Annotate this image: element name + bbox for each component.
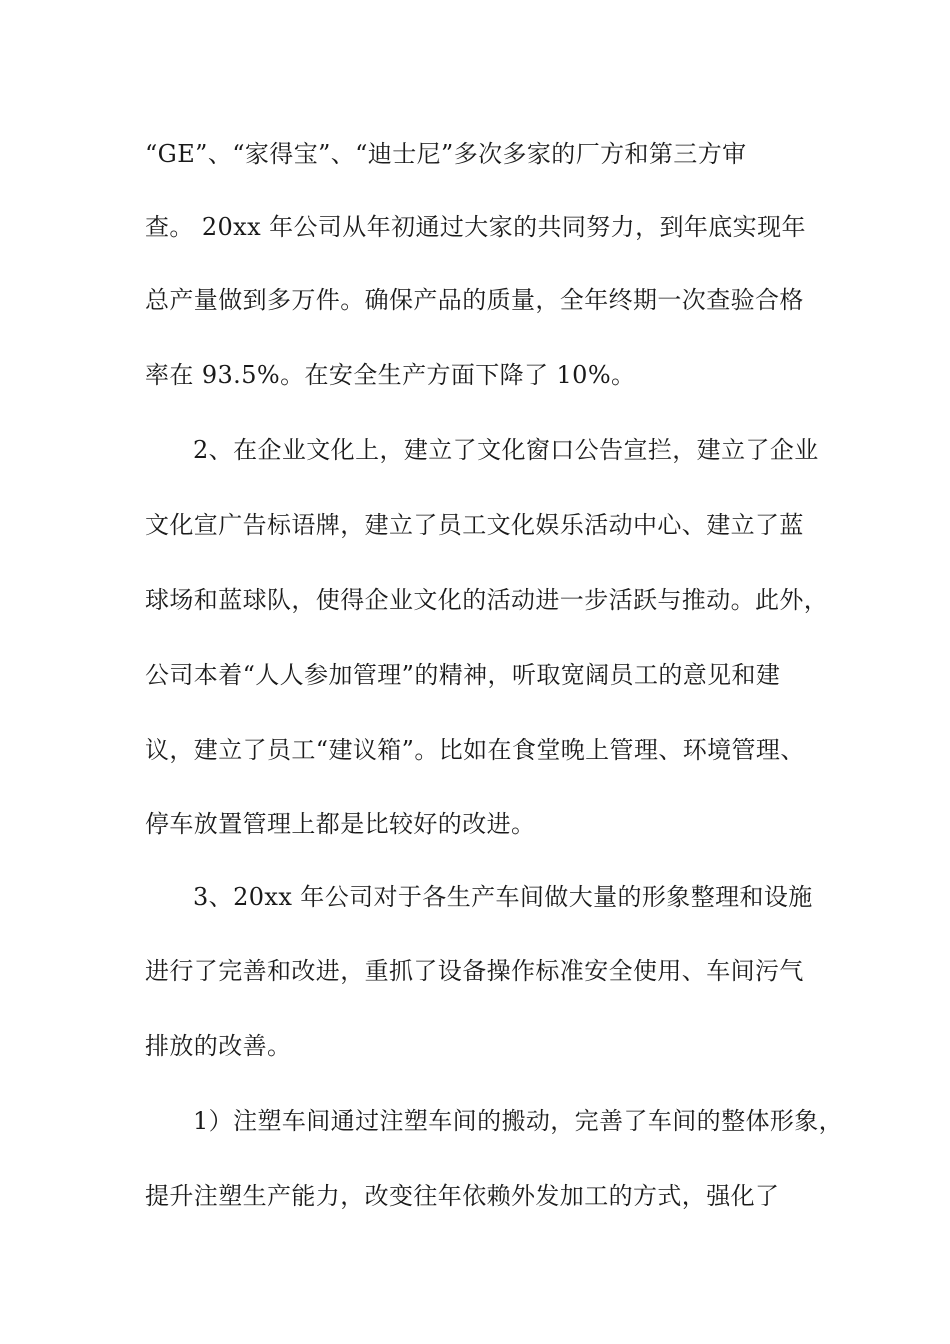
text-line: 提升注塑生产能力，改变往年依赖外发加工的方式，强化了	[145, 1182, 780, 1210]
text-line: 查。 20xx 年公司从年初通过大家的共同努力，到年底实现年	[145, 213, 806, 241]
text-line: 停车放置管理上都是比较好的改进。	[145, 810, 536, 838]
text-line: 进行了完善和改进，重抓了设备操作标准安全使用、车间污气	[145, 957, 804, 985]
text-line: 3、20xx 年公司对于各生产车间做大量的形象整理和设施	[193, 883, 813, 911]
text-line: 2、在企业文化上，建立了文化窗口公告宣拦，建立了企业	[193, 436, 819, 464]
text-line: “GE”、“家得宝”、“迪士尼”多次多家的厂方和第三方审	[145, 140, 747, 168]
text-line: 球场和蓝球队，使得企业文化的活动进一步活跃与推动。此外，	[145, 586, 829, 614]
text-line: 率在 93.5%。在安全生产方面下降了 10%。	[145, 361, 636, 389]
text-line: 文化宣广告标语牌，建立了员工文化娱乐活动中心、建立了蓝	[145, 511, 804, 539]
text-line: 排放的改善。	[145, 1032, 292, 1060]
text-line: 总产量做到多万件。确保产品的质量，全年终期一次查验合格	[145, 286, 804, 314]
text-line: 1）注塑车间通过注塑车间的搬动，完善了车间的整体形象，	[193, 1107, 844, 1135]
text-line: 议，建立了员工“建议箱”。比如在食堂晚上管理、环境管理、	[145, 736, 805, 764]
text-line: 公司本着“人人参加管理”的精神，听取宽阔员工的意见和建	[145, 661, 781, 689]
